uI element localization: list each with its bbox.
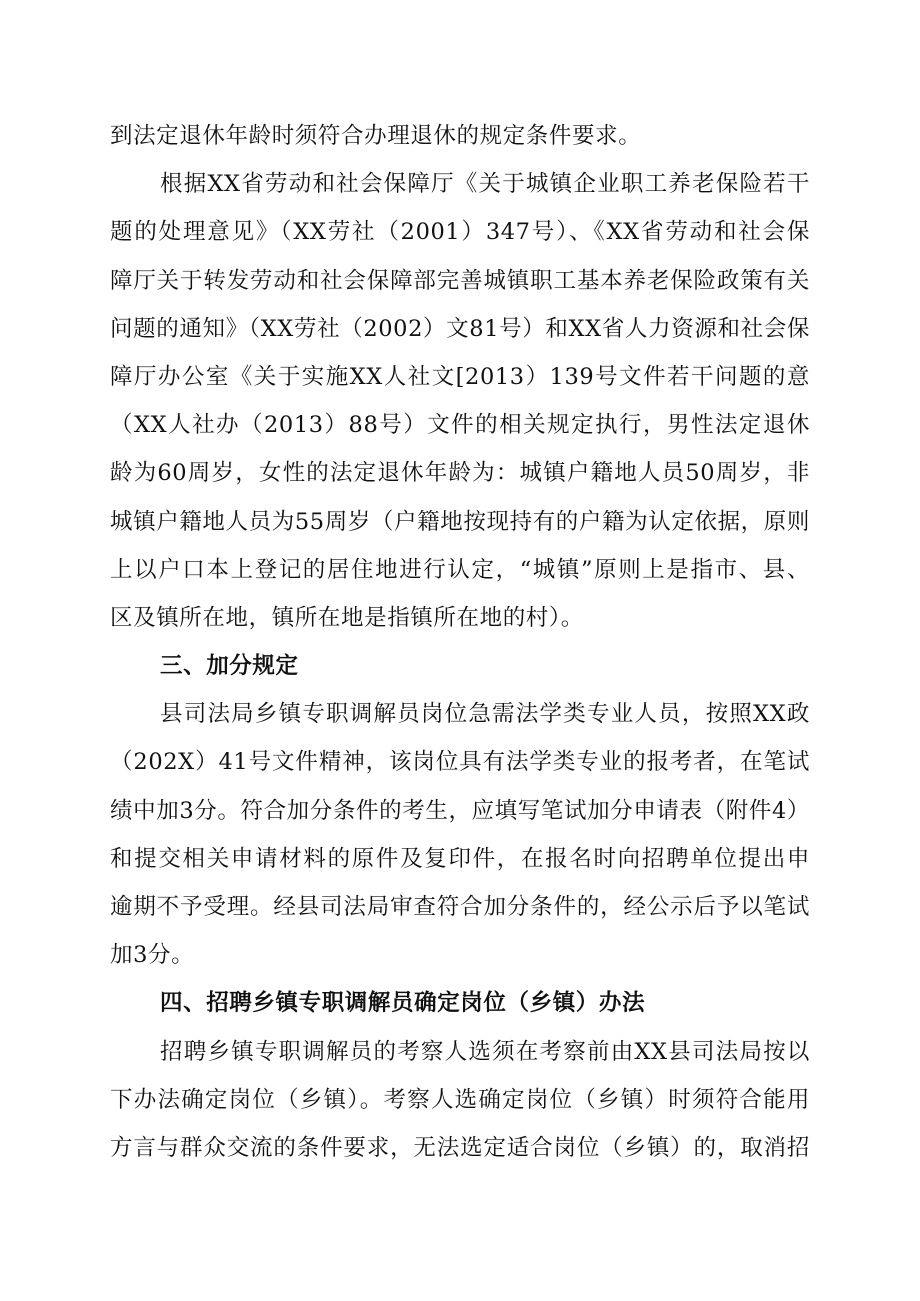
text-line: （XX人社办（2013）88号）文件的相关规定执行，男性法定退休	[110, 412, 810, 439]
paragraph-position-assignment-method	[110, 1028, 810, 1173]
text-line: 根据XX省劳动和社会保障厅《关于城镇企业职工养老保险若干	[160, 171, 810, 198]
text-line: 下办法确定岗位（乡镇）。考察人选确定岗位（乡镇）时须符合能用	[110, 1086, 810, 1113]
paragraph-bonus-points-rules	[110, 690, 810, 979]
text-line: 加3分。	[110, 942, 195, 969]
text-line: 城镇户籍地人员为55周岁（户籍地按现持有的户籍为认定依据，原则	[110, 508, 810, 535]
document-page	[110, 112, 810, 1172]
text-line: 绩中加3分。符合加分条件的考生，应填写笔试加分申请表（附件4）	[110, 797, 810, 824]
text-line: 区及镇所在地，镇所在地是指镇所在地的村）。	[110, 604, 584, 631]
section-heading-bonus-points: 三、加分规定	[160, 653, 299, 680]
text-line: 上以户口本上登记的居住地进行认定，“城镇”原则上是指市、县、	[110, 556, 810, 583]
text-line: 障厅关于转发劳动和社会保障部完善城镇职工基本养老保险政策有关	[110, 267, 810, 294]
text-line: 题的处理意见》（XX劳社（2001）347号）、《XX省劳动和社会保	[110, 219, 810, 246]
text-line: 方言与群众交流的条件要求，无法选定适合岗位（乡镇）的，取消招	[110, 1134, 810, 1161]
text-line: 障厅办公室《关于实施XX人社文[2013）139号文件若干问题的意	[110, 363, 810, 390]
text-line: 龄为60周岁，女性的法定退休年龄为：城镇户籍地人员50周岁，非	[110, 460, 810, 487]
text-line: （202X）41号文件精神，该岗位具有法学类专业的报考者，在笔试	[110, 749, 810, 776]
text-line: 问题的通知》（XX劳社（2002）文81号）和XX省人力资源和社会保	[110, 315, 810, 342]
text-line: 和提交相关申请材料的原件及复印件，在报名时向招聘单位提出申	[110, 845, 810, 872]
paragraph-retirement-age-regulations	[110, 160, 810, 642]
text-line: 县司法局乡镇专职调解员岗位急需法学类专业人员，按照XX政	[160, 701, 810, 728]
text-line: 到法定退休年龄时须符合办理退休的规定条件要求。	[110, 123, 642, 149]
text-line: 逾期不予受理。经县司法局审查符合加分条件的，经公示后予以笔试	[110, 894, 810, 920]
text-line: 招聘乡镇专职调解员的考察人选须在考察前由XX县司法局按以	[160, 1038, 810, 1065]
section-heading-position-assignment: 四、招聘乡镇专职调解员确定岗位（乡镇）办法	[160, 990, 646, 1017]
paragraph-retirement-conditions-end	[110, 112, 810, 160]
